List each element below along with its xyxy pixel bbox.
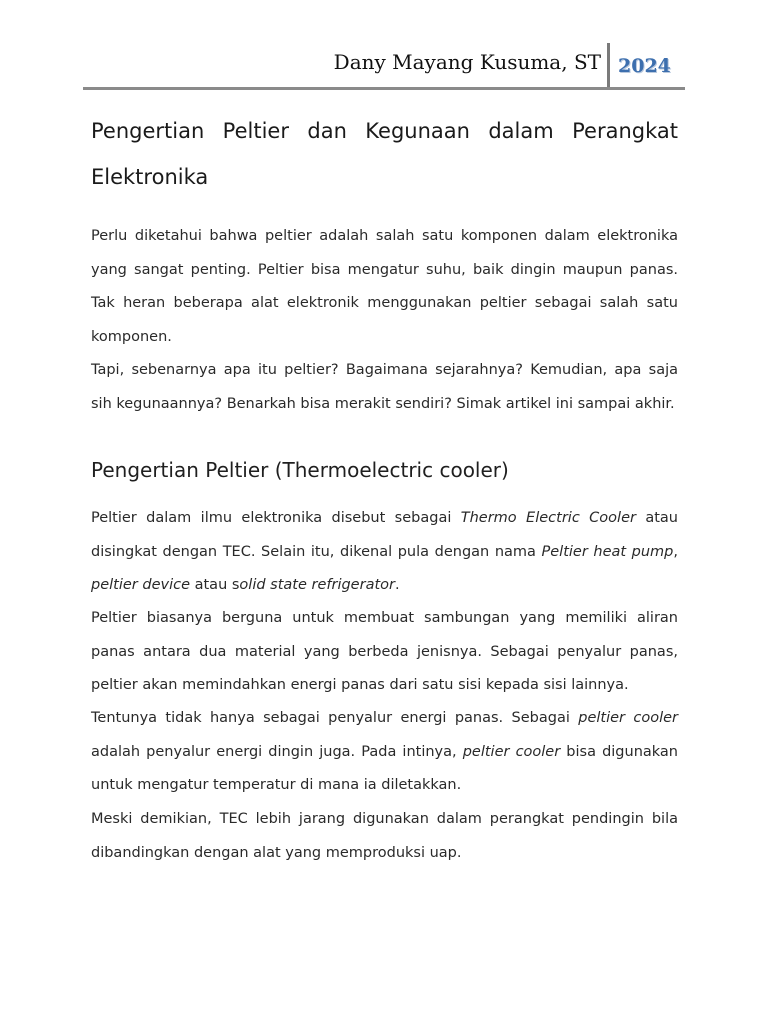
p3-text-e: bisa digunakan untuk mengatur temperatur di mana ia diletakkan. xyxy=(91,743,678,794)
section-paragraph-3 xyxy=(91,702,678,803)
p1-text-c: atau disingkat dengan TEC. Selain itu, dikenal pula dengan nama xyxy=(91,510,678,560)
p1-text-e: , xyxy=(673,543,678,560)
p1-term-refrigerator: olid state refrigerator xyxy=(239,577,395,594)
p1-text-a: Peltier dalam ilmu elektronika disebut sebagai xyxy=(91,510,461,526)
section-heading: Pengertian Peltier (Thermoelectric cooler) xyxy=(91,458,509,482)
header-divider xyxy=(607,43,610,89)
p3-text-a: Tentunya tidak hanya sebagai penyalur energi panas. Sebagai xyxy=(91,710,579,726)
section-paragraph-1 xyxy=(91,502,678,603)
section-paragraph-2: Peltier biasanya berguna untuk membuat sambungan yang memiliki aliran panas antara dua material yang berbeda jenisnya. Sebagai penyalur panas, peltier akan memindahkan energi panas dari satu sisi kepada sisi lainnya. xyxy=(91,610,678,694)
p1-text-i: . xyxy=(394,577,400,594)
p3-term-cooler-1: peltier cooler xyxy=(578,710,678,726)
p1-term-heat-pump: Peltier heat pump xyxy=(541,543,674,560)
p3-text-c: adalah penyalur energi dingin juga. Pada intinya, xyxy=(91,743,463,760)
p1-text-g: atau s xyxy=(190,577,240,594)
p1-term-tec: Thermo Electric Cooler xyxy=(460,510,636,526)
header-author: Dany Mayang Kusuma, ST xyxy=(333,50,601,74)
p1-term-device: peltier device xyxy=(91,577,190,594)
header-year: 2024 xyxy=(618,55,671,77)
header-rule xyxy=(83,87,685,90)
intro-paragraph-2: Tapi, sebenarnya apa itu peltier? Bagaimana sejarahnya? Kemudian, apa saja sih kegunaannya? Benarkah bisa merakit sendiri? Simak artikel ini sampai akhir. xyxy=(91,362,678,412)
intro-paragraph-1: Perlu diketahui bahwa peltier adalah salah satu komponen dalam elektronika yang sangat penting. Peltier bisa mengatur suhu, baik dingin maupun panas. Tak heran beberapa alat elektronik menggunakan peltier sebagai salah satu komponen. xyxy=(91,228,678,345)
article-title: Pengertian Peltier dan Kegunaan dalam Perangkat Elektronika xyxy=(91,119,678,189)
p3-term-cooler-2: peltier cooler xyxy=(462,743,561,760)
section-paragraph-4: Meski demikian, TEC lebih jarang digunakan dalam perangkat pendingin bila dibandingkan dengan alat yang memproduksi uap. xyxy=(91,811,678,861)
